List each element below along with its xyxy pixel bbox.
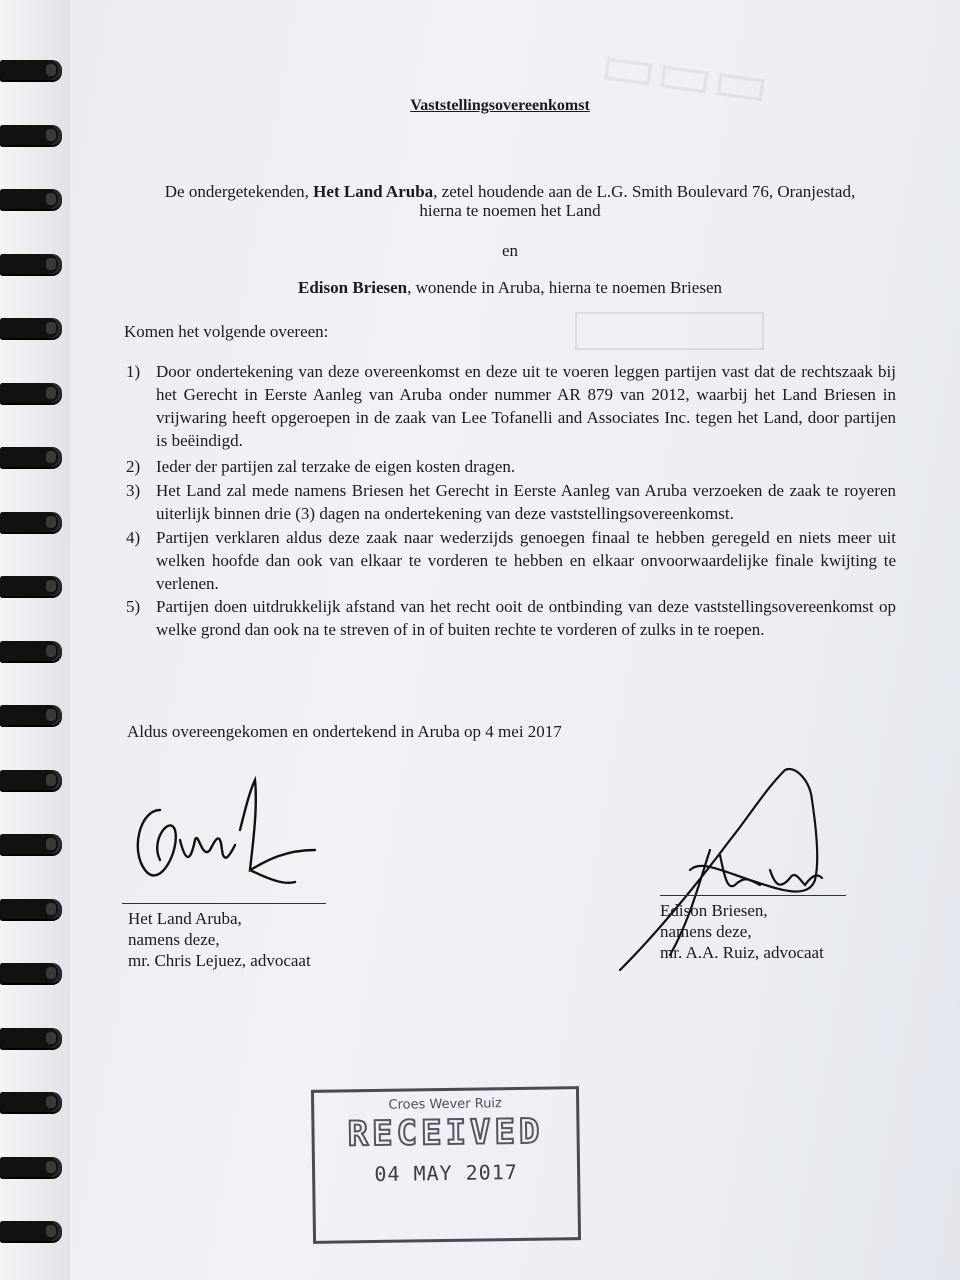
- clause-item: [126, 526, 896, 595]
- clause-text: Ieder der partijen zal terzake de eigen kosten dragen.: [156, 457, 516, 476]
- and-word: en: [501, 241, 519, 260]
- binding-ring: [0, 512, 62, 532]
- party2-rest: , wonende in Aruba, hierna te noemen Briesen: [407, 278, 722, 297]
- clause-item: [126, 455, 896, 478]
- clause-number: 3): [126, 481, 141, 500]
- party2-name: Edison Briesen: [298, 278, 408, 297]
- clause-text: Partijen verklaren aldus deze zaak naar wederzijds genoegen finaal te hebben geregeld en niets meer uit welken hoofde dan ook van elkaar te vorderen te hebben en elkaar onvoorwaardelijke finale kwijting te verlenen.: [156, 528, 896, 593]
- bleed-through-text: ▭▭▭: [596, 30, 774, 120]
- binding-ring: [0, 447, 62, 467]
- party1-name: Het Land Aruba: [313, 182, 434, 201]
- binding-ring: [0, 705, 62, 725]
- clause-number: 2): [126, 457, 141, 476]
- binding-ring: [0, 60, 62, 80]
- signatory-left-role: namens deze,: [128, 930, 220, 949]
- signature-line-right: [660, 895, 846, 896]
- binding-ring: [0, 963, 62, 983]
- agree-intro: Komen het volgende overeen:: [124, 322, 329, 341]
- stamp-label: RECEIVED: [347, 1111, 544, 1155]
- signatory-right-role: namens deze,: [660, 922, 752, 941]
- signature-left: [120, 770, 340, 910]
- clause-text: Het Land zal mede namens Briesen het Gerecht in Eerste Aanleg van Aruba verzoeken de zaak te royeren uiterlijk binnen drie (3) dagen na ondertekening van deze vaststellingsovereenkomst.: [156, 481, 896, 523]
- stamp-firm: Croes Wever Ruiz: [388, 1096, 502, 1113]
- signatory-right: [660, 900, 824, 963]
- clause-text: Door ondertekening van deze overeenkomst en deze uit te voeren leggen partijen vast dat de rechtszaak bij het Gerecht in Eerste Aanleg van Aruba onder nummer AR 879 van 2012, waarbij het Land Briesen in vrijwaring heeft opgeroepen in de zaak van Lee Tofanelli and Associates Inc. tegen het Land, door partijen is beëindigd.: [156, 362, 896, 450]
- document-title: Vaststellingsovereenkomst: [410, 97, 590, 114]
- intro-line-2: hierna te noemen het Land: [419, 201, 601, 220]
- intro-line: [60, 182, 960, 202]
- binding-ring: [0, 254, 62, 274]
- binding-ring: [0, 576, 62, 596]
- binding-ring: [0, 641, 62, 661]
- clause-item: [126, 479, 896, 525]
- clause-number: 5): [126, 597, 141, 616]
- clause-item: [126, 595, 896, 641]
- signatory-right-lawyer: mr. A.A. Ruiz, advocaat: [660, 943, 824, 962]
- binding-ring: [0, 1028, 62, 1048]
- bleed-through-box: [575, 312, 764, 350]
- binding-ring: [0, 125, 62, 145]
- closing-line: Aldus overeengekomen en ondertekend in Aruba op 4 mei 2017: [127, 722, 562, 741]
- signature-line-left: [122, 903, 326, 904]
- clause-number: 4): [126, 528, 141, 547]
- binding-ring: [0, 1221, 62, 1241]
- intro-rest: , zetel houdende aan de L.G. Smith Boulevard 76, Oranjestad,: [433, 182, 856, 201]
- party2-line: [60, 278, 960, 298]
- binding-ring: [0, 899, 62, 919]
- clause-text: Partijen doen uitdrukkelijk afstand van het recht ooit de ontbinding van deze vaststellingsovereenkomst op welke grond dan ook na te streven of in of buiten rechte te vorderen of zulks in te roepen.: [156, 597, 896, 639]
- binding-ring: [0, 383, 62, 403]
- binding-ring: [0, 1157, 62, 1177]
- signatory-left-org: Het Land Aruba,: [128, 909, 242, 928]
- clause-item: [126, 360, 896, 452]
- binding-ring: [0, 318, 62, 338]
- clause-number: 1): [126, 362, 141, 381]
- signatory-right-name: Edison Briesen,: [660, 901, 768, 920]
- signatory-left-lawyer: mr. Chris Lejuez, advocaat: [128, 951, 311, 970]
- signatory-left: [128, 908, 311, 971]
- binding-ring: [0, 1092, 62, 1112]
- stamp-date: 04 MAY 2017: [374, 1159, 518, 1186]
- intro-prefix: De ondergetekenden,: [164, 182, 314, 201]
- binding-ring: [0, 834, 62, 854]
- binding-ring: [0, 770, 62, 790]
- binding-ring: [0, 189, 62, 209]
- received-stamp: [311, 1086, 581, 1244]
